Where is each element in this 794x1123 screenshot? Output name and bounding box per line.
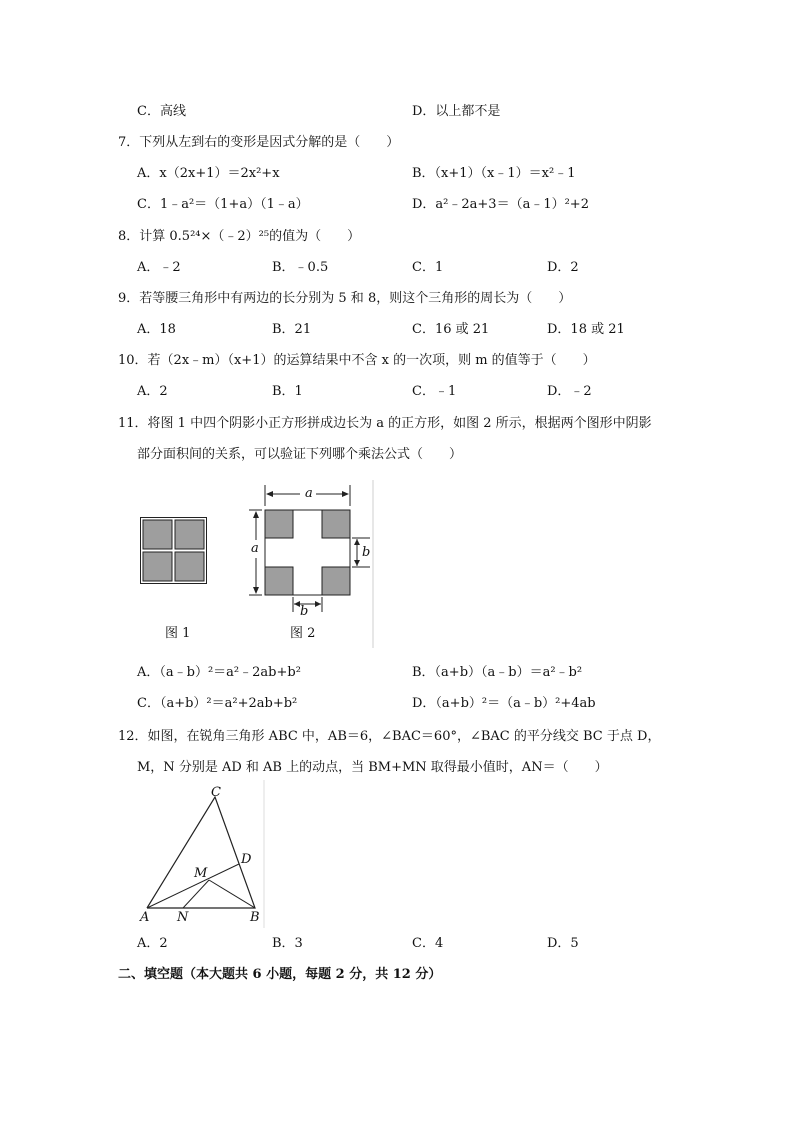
- q12-option-d: D．5: [547, 936, 579, 951]
- q12-point-a: A: [140, 910, 150, 925]
- q10-option-d: D．﹣2: [547, 384, 592, 399]
- q11-option-c: C．（a+b）²＝a²+2ab+b²: [137, 696, 298, 711]
- q11-stem-line2: 部分面积间的关系，可以验证下列哪个乘法公式（ ）: [137, 447, 463, 462]
- q11-fig2-label-b-right: b: [362, 545, 371, 560]
- q9-option-d: D．18 或 21: [547, 322, 625, 337]
- q12-point-n: N: [177, 910, 189, 925]
- q7-option-d: D．a²﹣2a+3＝（a﹣1）²+2: [412, 197, 589, 212]
- q8-option-b: B．﹣0.5: [272, 260, 329, 275]
- q12-point-m: M: [194, 866, 208, 881]
- q7-stem: 7．下列从左到右的变形是因式分解的是（ ）: [118, 135, 400, 150]
- q11-figure-2: [240, 480, 375, 650]
- q8-option-d: D．2: [547, 260, 579, 275]
- q12-stem-line1: 12．如图，在锐角三角形 ABC 中，AB＝6，∠BAC＝60°，∠BAC 的平分线交 BC 于点 D，: [118, 729, 661, 744]
- q11-fig2-label-a-left: a: [251, 541, 259, 556]
- q7-option-b: B．（x+1）（x﹣1）＝x²﹣1: [412, 166, 576, 181]
- q12-option-a: A．2: [137, 936, 168, 951]
- q9-option-b: B．21: [272, 322, 312, 337]
- q11-fig2-label-b-bottom: b: [300, 604, 309, 619]
- q8-option-a: A．﹣2: [137, 260, 181, 275]
- q10-option-c: C．﹣1: [412, 384, 457, 399]
- q7-option-a: A．x（2x+1）＝2x²+x: [137, 166, 280, 181]
- q11-fig2-label-a-top: a: [305, 486, 313, 501]
- section-2-title: 二、填空题（本大题共 6 小题，每题 2 分，共 12 分）: [118, 967, 442, 982]
- q12-point-b: B: [250, 910, 260, 925]
- q12-stem-line2: M，N 分别是 AD 和 AB 上的动点，当 BM+MN 取得最小值时，AN＝（ ）: [137, 760, 608, 775]
- q10-stem: 10．若（2x﹣m）（x+1）的运算结果中不含 x 的一次项，则 m 的值等于（ ）: [118, 353, 596, 368]
- q11-option-a: A．（a﹣b）²＝a²﹣2ab+b²: [137, 665, 301, 680]
- q12-point-d: D: [241, 852, 252, 867]
- q8-stem: 8．计算 0.5²⁴×（﹣2）²⁵的值为（ ）: [118, 229, 361, 244]
- q12-point-c: C: [211, 785, 221, 800]
- q10-option-b: B．1: [272, 384, 303, 399]
- q7-option-c: C．1﹣a²＝（1+a）（1﹣a）: [137, 197, 309, 212]
- q10-option-a: A．2: [137, 384, 168, 399]
- q11-option-b: B．（a+b）（a﹣b）＝a²﹣b²: [412, 665, 583, 680]
- q11-figure-1: [140, 517, 210, 587]
- q6-option-c: C．高线: [137, 104, 186, 119]
- q9-option-c: C．16 或 21: [412, 322, 490, 337]
- q6-option-d: D．以上都不是: [412, 104, 501, 119]
- q12-option-c: C．4: [412, 936, 444, 951]
- q11-fig1-caption: 图 1: [165, 626, 191, 641]
- q9-option-a: A．18: [137, 322, 176, 337]
- q12-option-b: B．3: [272, 936, 303, 951]
- q11-option-d: D．（a+b）²＝（a﹣b）²+4ab: [412, 696, 596, 711]
- q9-stem: 9．若等腰三角形中有两边的长分别为 5 和 8，则这个三角形的周长为（ ）: [118, 291, 572, 306]
- q11-fig2-caption: 图 2: [290, 626, 316, 641]
- q8-option-c: C．1: [412, 260, 444, 275]
- q11-stem-line1: 11．将图 1 中四个阴影小正方形拼成边长为 a 的正方形，如图 2 所示，根据两个图形中阴影: [118, 416, 652, 431]
